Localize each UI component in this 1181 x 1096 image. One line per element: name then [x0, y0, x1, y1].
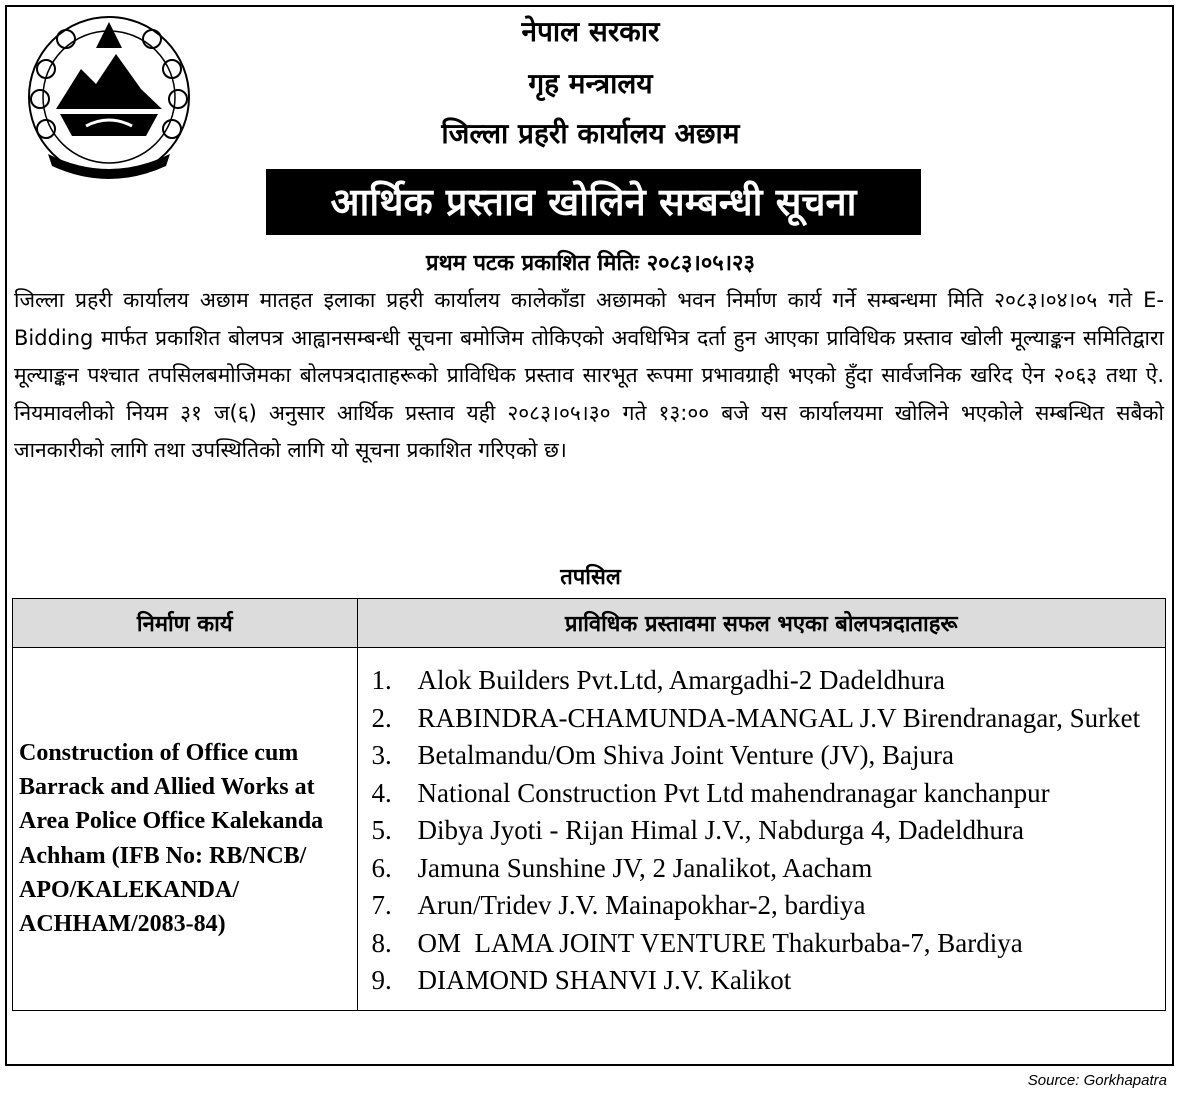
- bidders-table: [12, 598, 1166, 1011]
- list-item: [358, 737, 1165, 775]
- list-item-number: 5.: [371, 815, 392, 845]
- list-item: [358, 700, 1165, 738]
- bidder-name: Jamuna Sunshine JV, 2 Janalikot, Aacham: [417, 852, 873, 883]
- bidder-name: National Construction Pvt Ltd mahendranagar kanchanpur: [417, 777, 1050, 808]
- list-item-number: 1.: [371, 665, 392, 695]
- bidder-name: Dibya Jyoti - Rijan Himal J.V., Nabdurga 4, Dadeldhura: [417, 815, 1024, 845]
- list-item: [358, 962, 1165, 1000]
- bidder-name: Arun/Tridev J.V. Mainapokhar-2, bardiya: [417, 890, 866, 920]
- construction-work-description: Construction of Office cum Barrack and Allied Works at Area Police Office Kalekanda Achham (IFB No: RB/NCB/ APO/KALEKANDA/ ACHHAM/2083-84): [13, 648, 358, 1011]
- list-item: [358, 925, 1165, 963]
- list-item: [358, 887, 1165, 925]
- list-item-number: 8.: [371, 927, 392, 958]
- bidder-name: RABINDRA-CHAMUNDA-MANGAL J.V Birendranagar, Surket: [417, 702, 1141, 733]
- office-name: जिल्ला प्रहरी कार्यालय अछाम: [441, 117, 740, 150]
- table-row: [13, 648, 1166, 1011]
- column-header-work: निर्माण कार्य: [13, 599, 358, 648]
- table-header-row: [13, 599, 1166, 648]
- list-item-number: 6.: [371, 852, 392, 883]
- notice-body: जिल्ला प्रहरी कार्यालय अछाम मातहत इलाका प्रहरी कार्यालय कालेकाँडा अछामको भवन निर्माण कार्य गर्ने सम्बन्धमा मिति २०८३।०४।०५ गते E-Bidding मार्फत प्रकाशित बोलपत्र आह्वानसम्बन्धी सूचना बमोजिम तोकिएको अवधिभित्र दर्ता हुन आएका प्राविधिक प्रस्ताव खोली मूल्याङ्कन समितिद्वारा मूल्याङ्कन पश्चात तपसिलबमोजिमका बोलपत्रदाताहरूको प्राविधिक प्रस्ताव सारभूत रूपमा प्रभावग्राही भएको हुँदा सार्वजनिक खरिद ऐन २०६३ तथा ऐ. नियमावलीको नियम ३१ ज(६) अनुसार आर्थिक प्रस्ताव यही २०८३।०५।३० गते १३:०० बजे यस कार्यालयमा खोलिने भएकोले सम्बन्धित सबैको जानकारीको लागि तथा उपस्थितिको लागि यो सूचना प्रकाशित गरिएको छ।: [14, 288, 1164, 462]
- bidder-name: DIAMOND SHANVI J.V. Kalikot: [417, 965, 792, 995]
- list-item: [358, 850, 1165, 888]
- column-header-bidders: प्राविधिक प्रस्तावमा सफल भएका बोलपत्रदाताहरू: [357, 599, 1165, 648]
- list-item: [358, 812, 1165, 850]
- published-date: प्रथम पटक प्रकाशित मितिः २०८३।०५।२३: [426, 251, 755, 276]
- list-item: [358, 662, 1165, 700]
- notice-title: आर्थिक प्रस्ताव खोलिने सम्बन्धी सूचना: [266, 169, 921, 235]
- list-item: [358, 775, 1165, 813]
- list-item-number: 9.: [371, 965, 392, 995]
- bidder-name: Betalmandu/Om Shiva Joint Venture (JV), Bajura: [417, 740, 954, 770]
- list-item-number: 4.: [371, 777, 392, 808]
- bidders-list: [358, 648, 1165, 1010]
- list-item-number: 3.: [371, 740, 392, 770]
- bidder-name: Alok Builders Pvt.Ltd, Amargadhi-2 Dadeldhura: [417, 665, 945, 695]
- schedule-heading: तपसिल: [560, 565, 621, 590]
- source-credit: Source: Gorkhapatra: [1027, 1072, 1167, 1089]
- list-item-number: 7.: [371, 890, 392, 920]
- bidders-cell: [357, 648, 1165, 1011]
- government-name: नेपाल सरकार: [521, 15, 660, 48]
- bidder-name: OM LAMA JOINT VENTURE Thakurbaba-7, Bardiya: [417, 927, 1023, 958]
- list-item-number: 2.: [371, 702, 392, 733]
- ministry-name: गृह मन्त्रालय: [528, 67, 653, 100]
